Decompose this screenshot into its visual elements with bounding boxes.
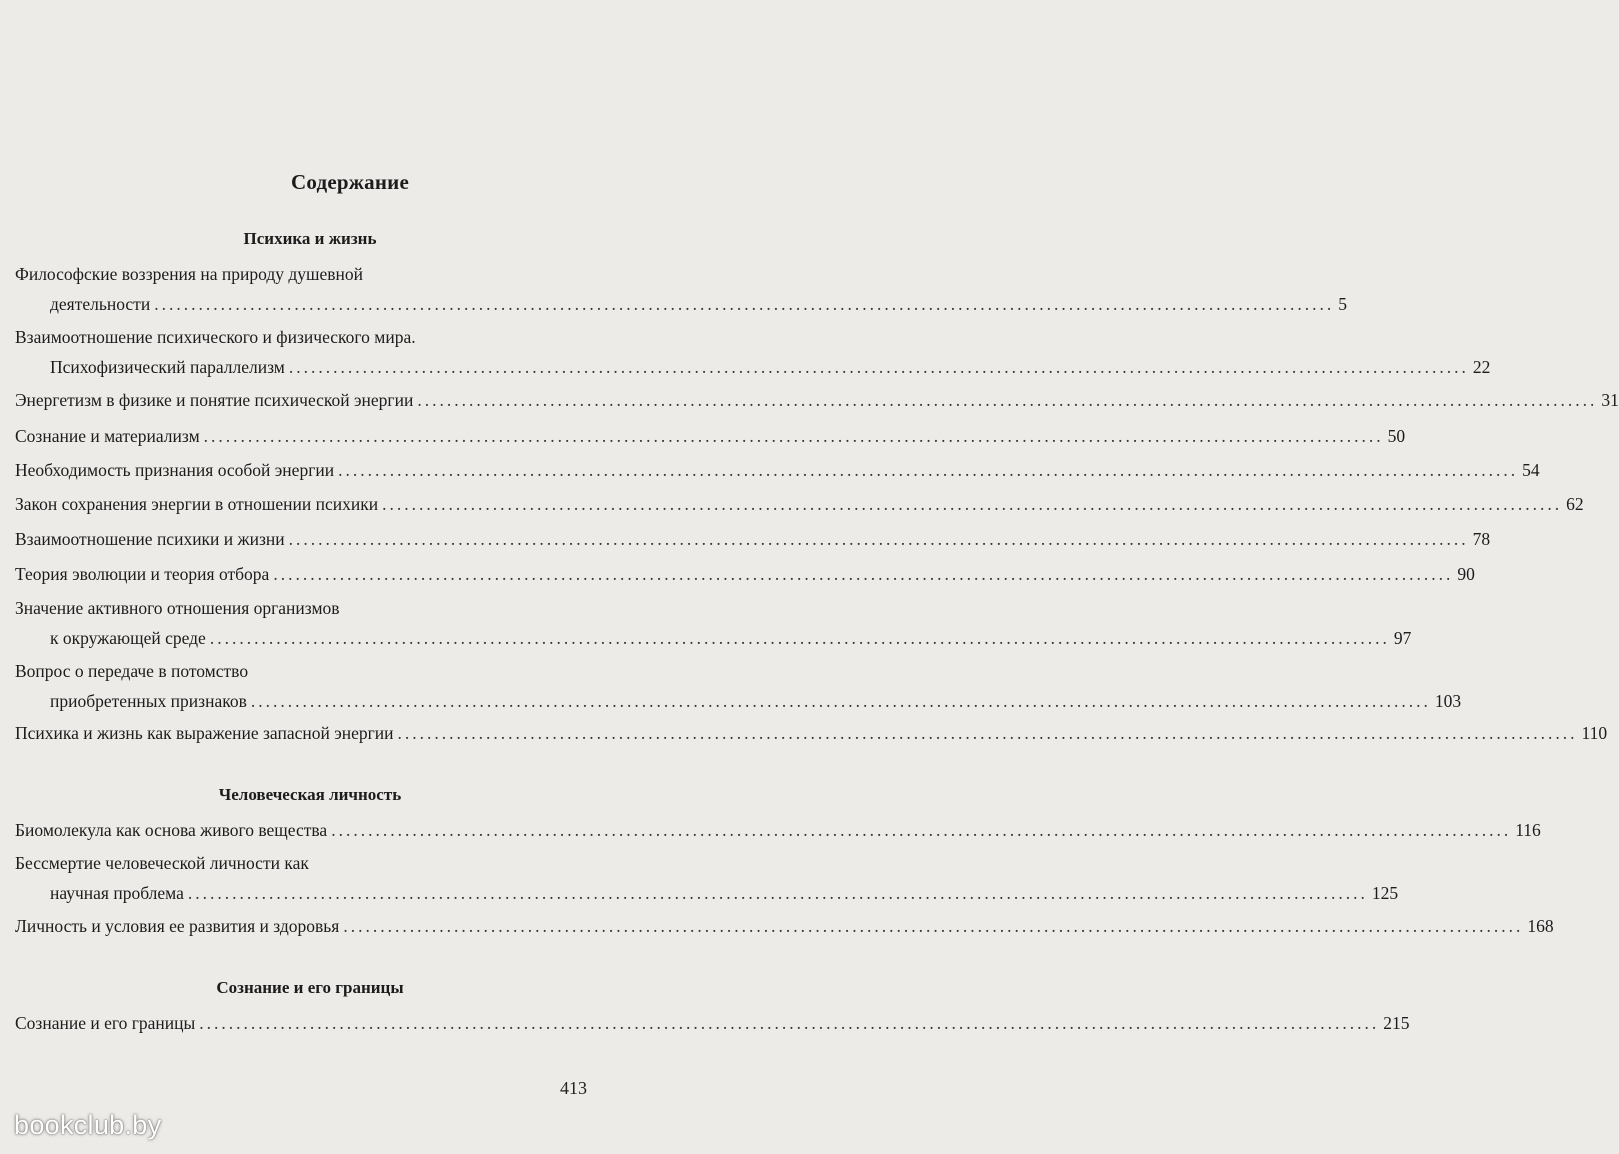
toc-entry (15, 455, 1540, 485)
toc-entry (15, 489, 1584, 519)
toc-entry (15, 421, 1406, 451)
entry-title: Необходимость признания особой энергии (15, 460, 335, 480)
toc-entry (15, 593, 1412, 653)
dot-leader: ................................................................................................................................................................ (288, 529, 1469, 549)
dot-leader: ................................................................................................................................................................ (338, 460, 1519, 480)
site-watermark: bookclub.by (14, 1110, 162, 1140)
dot-leader: ................................................................................................................................................................ (187, 883, 1368, 903)
entry-title: Взаимоотношение психики и жизни (15, 529, 285, 549)
entry-title: Теория эволюции и теория отбора (15, 564, 270, 584)
section-heading: Психика и жизнь (243, 229, 377, 248)
page-number: 50 (1387, 426, 1406, 446)
toc-entry (15, 718, 1608, 748)
entry-title: Личность и условия ее развития и здоровья (15, 916, 340, 936)
entry-title: Энергетизм в физике и понятие психической энергии (15, 390, 414, 410)
entry-title: Значение активного отношения организмов (15, 598, 340, 618)
section-heading: Сознание и его границы (216, 978, 404, 997)
page-number: 22 (1472, 357, 1491, 377)
entry-title: Сознание и материализм (15, 426, 200, 446)
dot-leader: ................................................................................................................................................................ (199, 1013, 1380, 1033)
page-number: 90 (1457, 564, 1475, 584)
toc-entry (15, 815, 1541, 845)
dot-leader: ................................................................................................................................................................ (250, 691, 1431, 711)
page-number: 5 (1338, 294, 1347, 314)
entry-title: Психика и жизнь как выражение запасной энергии (15, 723, 394, 743)
entry-title: научная проблема (50, 883, 184, 903)
toc-entry (15, 848, 1399, 908)
entry-title: Философские воззрения на природу душевной (15, 264, 364, 284)
toc-entry (15, 559, 1475, 589)
dot-leader: ................................................................................................................................................................ (203, 426, 1384, 446)
page-number: 78 (1472, 529, 1491, 549)
page-number: 110 (1581, 723, 1608, 743)
entry-title: Психофизический параллелизм (50, 357, 285, 377)
dot-leader: ................................................................................................................................................................ (382, 494, 1563, 514)
page-number: 54 (1522, 460, 1540, 480)
page-number: 125 (1371, 883, 1399, 903)
toc-entry (15, 259, 1347, 319)
page-title: Содержание (291, 170, 409, 194)
dot-leader: ................................................................................................................................................................ (331, 820, 1512, 840)
page-number: 103 (1434, 691, 1462, 711)
page-number: 215 (1383, 1013, 1410, 1033)
entry-title: Сознание и его границы (15, 1013, 196, 1033)
page-number: 62 (1566, 494, 1584, 514)
entry-title: Биомолекула как основа живого вещества (15, 820, 328, 840)
entry-title: Вопрос о передаче в потомство (15, 661, 249, 681)
entry-title: Бессмертие человеческой личности как (15, 853, 309, 873)
toc-entry (15, 385, 1619, 415)
entry-title: деятельности (50, 294, 151, 314)
dot-leader: ................................................................................................................................................................ (209, 628, 1390, 648)
toc-entry (15, 1008, 1410, 1038)
toc-entry (15, 524, 1491, 554)
page-number: 116 (1515, 820, 1541, 840)
entry-title: приобретенных признаков (50, 691, 247, 711)
dot-leader: ................................................................................................................................................................ (273, 564, 1454, 584)
page-folio-number: 413 (560, 1078, 587, 1098)
section-heading: Человеческая личность (218, 785, 402, 804)
dot-leader: ................................................................................................................................................................ (397, 723, 1578, 743)
dot-leader: ................................................................................................................................................................ (417, 390, 1598, 410)
page-number: 31 (1601, 390, 1619, 410)
dot-leader: ................................................................................................................................................................ (154, 294, 1335, 314)
page-number: 168 (1527, 916, 1554, 936)
entry-title: Взаимоотношение психического и физического мира. (15, 327, 416, 347)
toc-entry (15, 911, 1554, 941)
dot-leader: ................................................................................................................................................................ (288, 357, 1469, 377)
entry-title: к окружающей среде (50, 628, 206, 648)
page-number: 97 (1393, 628, 1412, 648)
toc-entry (15, 322, 1491, 382)
dot-leader: ................................................................................................................................................................ (343, 916, 1524, 936)
toc-entry (15, 656, 1462, 716)
entry-title: Закон сохранения энергии в отношении психики (15, 494, 379, 514)
